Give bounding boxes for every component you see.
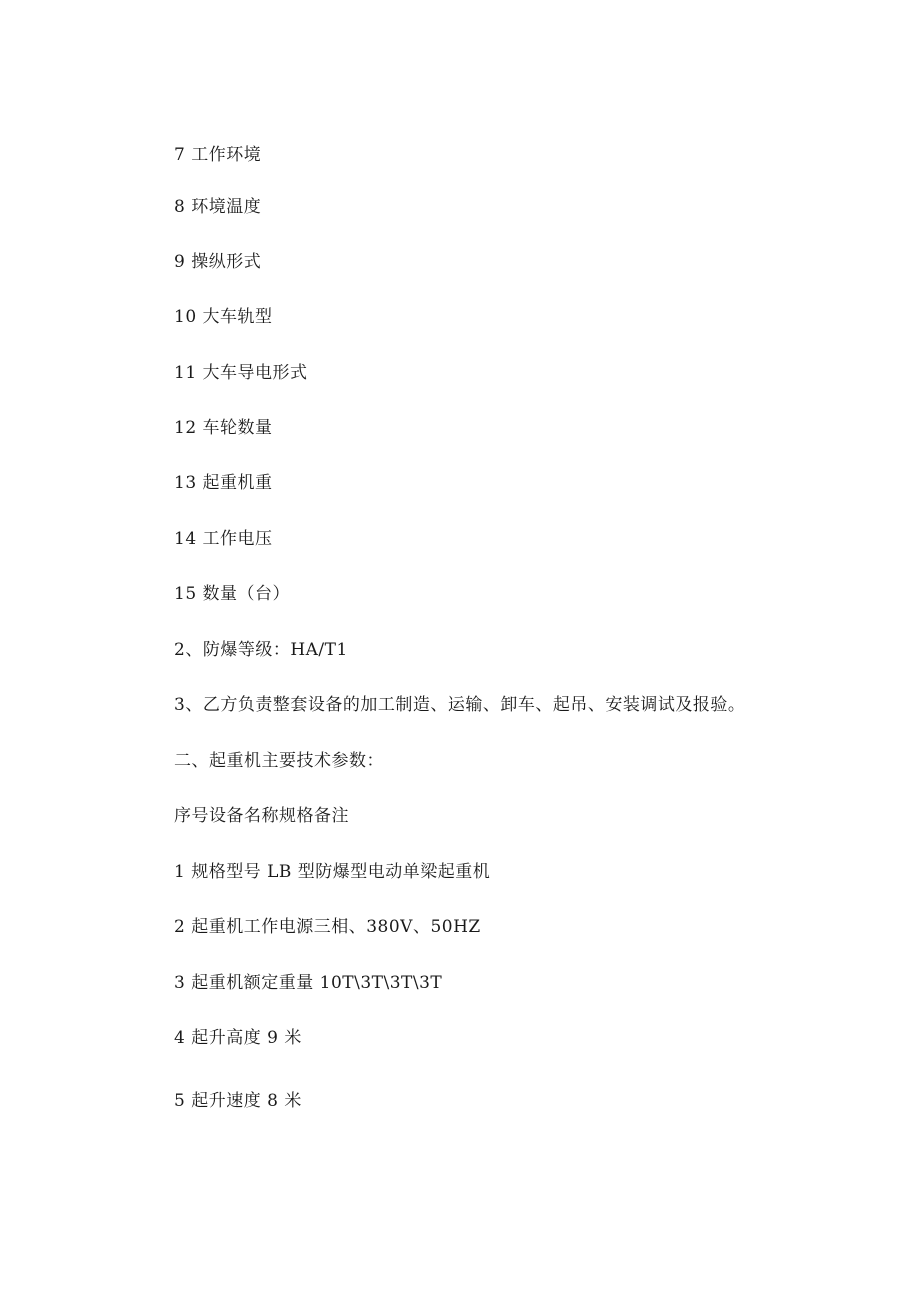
item-13-crane-weight: 13 起重机重	[174, 473, 273, 493]
table-header-row: 序号设备名称规格备注	[174, 806, 349, 826]
item-7-working-environment: 7 工作环境	[174, 145, 262, 165]
item-14-working-voltage: 14 工作电压	[174, 529, 273, 549]
item-15-quantity: 15 数量（台）	[174, 584, 291, 604]
param-4-lift-height: 4 起升高度 9 米	[174, 1028, 302, 1048]
item-10-crane-rail-type: 10 大车轨型	[174, 307, 273, 327]
item-9-control-mode: 9 操纵形式	[174, 252, 262, 272]
explosion-proof-grade: 2、防爆等级：HA/T1	[174, 640, 348, 660]
param-5-lift-speed: 5 起升速度 8 米	[174, 1091, 302, 1111]
param-1-model: 1 规格型号 LB 型防爆型电动单梁起重机	[174, 862, 491, 882]
item-8-ambient-temperature: 8 环境温度	[174, 197, 262, 217]
section-heading-main-parameters: 二、起重机主要技术参数：	[174, 751, 384, 771]
param-2-power-supply: 2 起重机工作电源三相、380V、50HZ	[174, 917, 481, 937]
party-b-responsibility: 3、乙方负责整套设备的加工制造、运输、卸车、起吊、安装调试及报验。	[174, 695, 746, 715]
item-12-wheel-count: 12 车轮数量	[174, 418, 273, 438]
item-11-power-supply-type: 11 大车导电形式	[174, 363, 308, 383]
param-3-rated-load: 3 起重机额定重量 10T\3T\3T\3T	[174, 973, 443, 993]
